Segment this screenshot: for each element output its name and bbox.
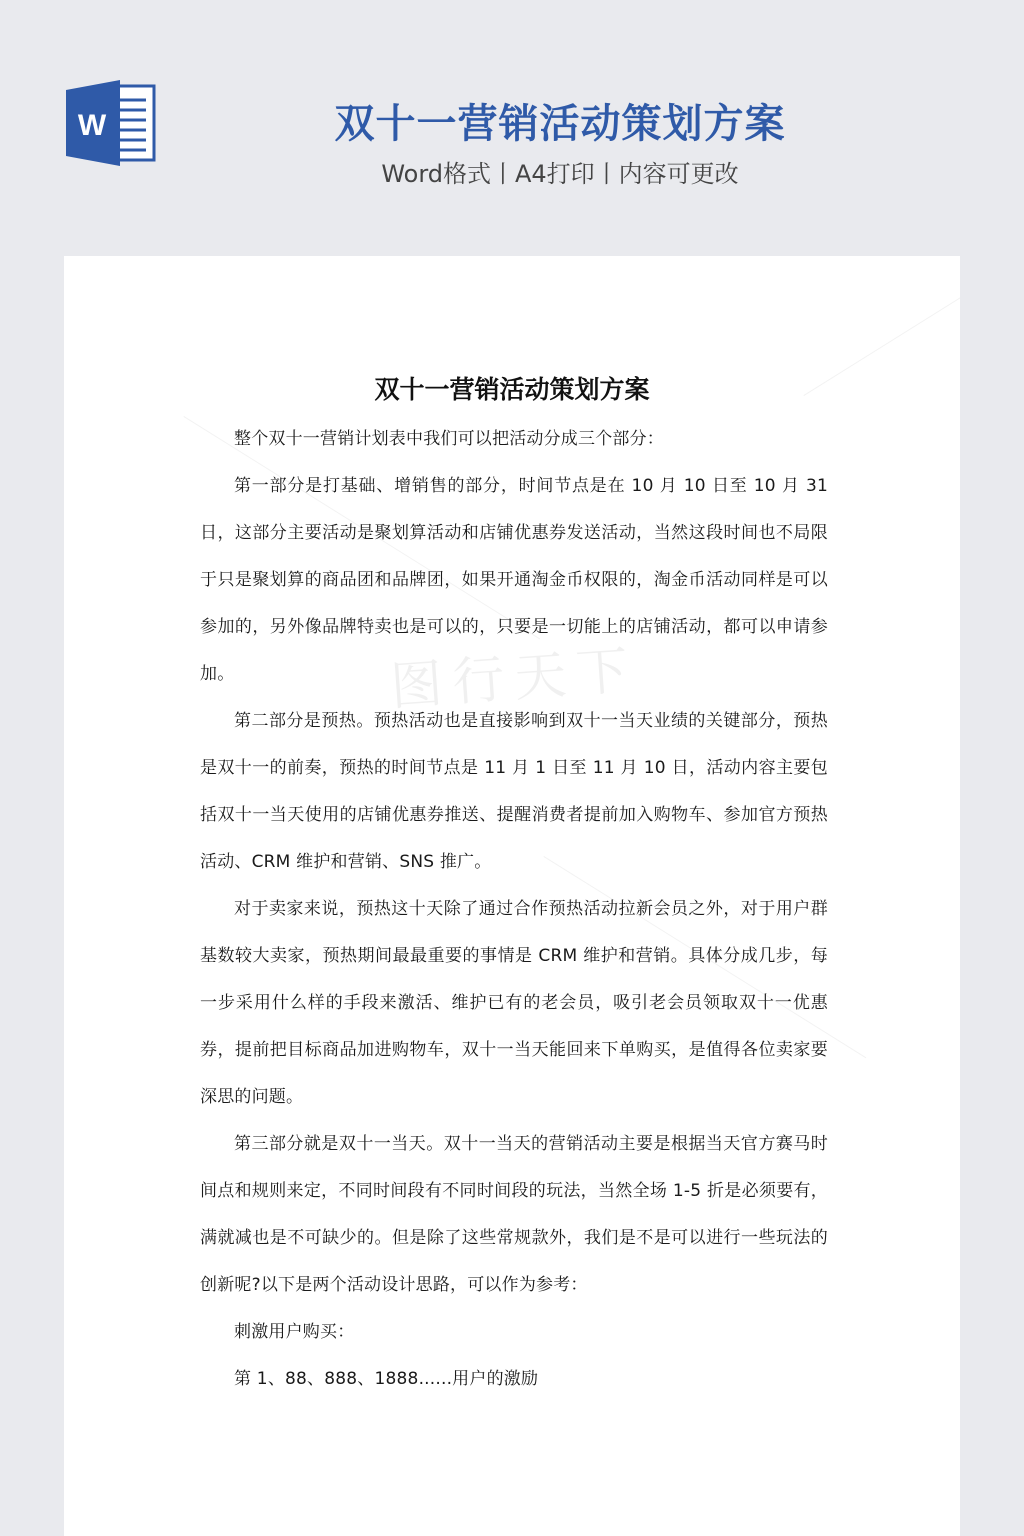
paragraph: 第 1、88、888、1888......用户的激励 — [234, 1369, 539, 1389]
paragraph: 第三部分就是双十一当天。双十一当天的营销活动主要是根据当天官方赛马时间点和规则来定，不同时间段有不同时间段的玩法，当然全场 1-5 折是必须要有，满就减也是不可缺少的。但是除了这些常规款外，我们是不是可以进行一些玩法的创新呢?以下是两个活动设计思路，可以作为参考： — [200, 1134, 828, 1295]
watermark: 图行天下 — [388, 640, 641, 718]
paragraph: 第一部分是打基础、增销售的部分，时间节点是在 10 月 10 日至 10 月 31 日，这部分主要活动是聚划算活动和店铺优惠券发送活动，当然这段时间也不局限于只是聚划算的商品团和品牌团，如果开通淘金币权限的，淘金币活动同样是可以参加的，另外像品牌特卖也是可以的，只要是一切能上的店铺活动，都可以申请参加。 — [200, 476, 828, 684]
word-icon — [64, 80, 156, 166]
header-title: 双十一营销活动策划方案 — [334, 101, 786, 147]
paragraph: 第二部分是预热。预热活动也是直接影响到双十一当天业绩的关键部分，预热是双十一的前奏，预热的时间节点是 11 月 1 日至 11 月 10 日，活动内容主要包括双十一当天使用的店铺优惠券推送、提醒消费者提前加入购物车、参加官方预热活动、CRM 维护和营销、SNS 推广。 — [200, 711, 828, 872]
document-body — [200, 416, 828, 1403]
document-title: 双十一营销活动策划方案 — [374, 375, 650, 404]
paragraph: 刺激用户购买： — [234, 1322, 355, 1342]
paragraph: 整个双十一营销计划表中我们可以把活动分成三个部分： — [234, 429, 664, 449]
header-subtitle: Word格式丨A4打印丨内容可更改 — [381, 160, 739, 188]
word-icon-letter: W — [77, 109, 107, 142]
paragraph: 对于卖家来说，预热这十天除了通过合作预热活动拉新会员之外，对于用户群基数较大卖家，预热期间最最重要的事情是 CRM 维护和营销。具体分成几步，每一步采用什么样的手段来激活、维护已有的老会员，吸引老会员领取双十一优惠券，提前把目标商品加进购物车，双十一当天能回来下单购买，是值得各位卖家要深思的问题。 — [200, 899, 828, 1107]
document-page — [64, 256, 960, 1536]
header-banner — [0, 0, 1024, 256]
